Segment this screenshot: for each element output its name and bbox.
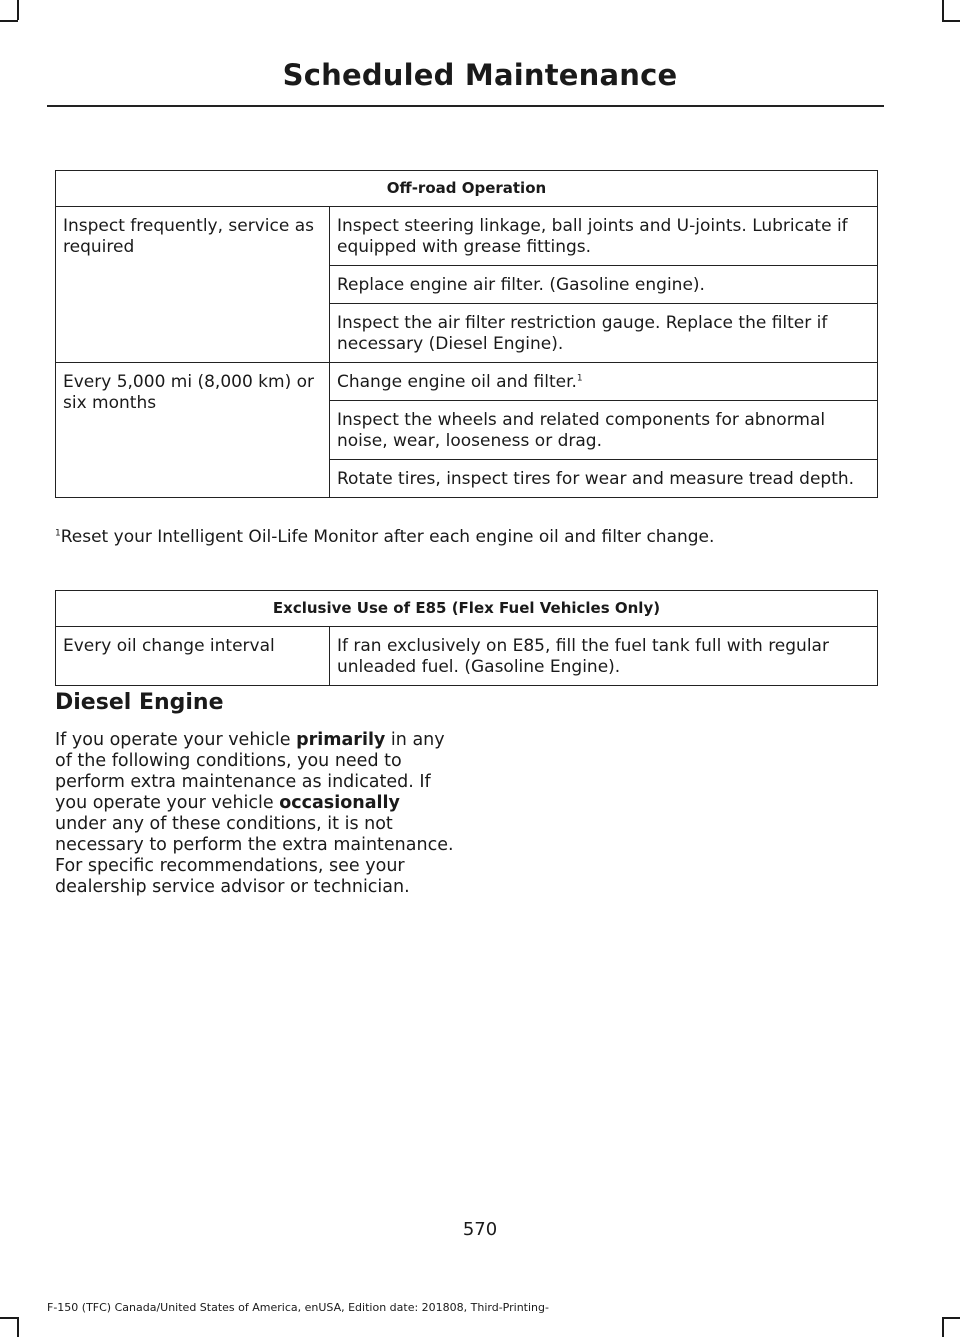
interval-cell: Inspect frequently, service as required xyxy=(56,207,330,363)
task-cell: Inspect the wheels and related components for abnormal noise, wear, looseness or drag. xyxy=(330,401,878,460)
header-divider xyxy=(47,105,884,107)
crop-mark-bottom-right-horizontal xyxy=(942,1317,960,1319)
e85-table xyxy=(55,590,878,686)
footnote-text: Reset your Intelligent Oil-Life Monitor after each engine oil and filter change. xyxy=(60,527,715,547)
crop-mark-top-right-horizontal xyxy=(942,20,960,22)
task-cell: Inspect the air filter restriction gauge. Replace the filter if necessary (Diesel Engine). xyxy=(330,304,878,363)
footnote-marker: 1 xyxy=(576,373,583,384)
emphasis-text: occasionally xyxy=(279,793,400,813)
page-number: 570 xyxy=(462,1219,498,1240)
interval-cell: Every oil change interval xyxy=(56,627,330,686)
table-footnote xyxy=(55,526,714,548)
table-header-row xyxy=(56,591,878,627)
interval-cell: Every 5,000 mi (8,000 km) or six months xyxy=(56,363,330,498)
task-cell: Rotate tires, inspect tires for wear and measure tread depth. xyxy=(330,460,878,498)
footnote-marker: 1 xyxy=(55,528,61,539)
table-row xyxy=(56,363,878,401)
emphasis-text: primarily xyxy=(296,730,386,750)
paragraph-text: If you operate your vehicle xyxy=(55,730,297,750)
task-cell xyxy=(330,363,878,401)
task-cell: Inspect steering linkage, ball joints and U-joints. Lubricate if equipped with grease fittings. xyxy=(330,207,878,266)
crop-mark-bottom-left-horizontal xyxy=(0,1317,18,1319)
table-row xyxy=(56,627,878,686)
e85-table-title: Exclusive Use of E85 (Flex Fuel Vehicles Only) xyxy=(56,591,878,627)
table-header-row xyxy=(56,171,878,207)
task-text: Change engine oil and filter. xyxy=(337,372,577,392)
footer-text: F-150 (TFC) Canada/United States of America, enUSA, Edition date: 201808, Third-Printing- xyxy=(47,1301,549,1314)
table-row xyxy=(56,207,878,266)
task-cell: Replace engine air filter. (Gasoline engine). xyxy=(330,266,878,304)
paragraph-text: under any of these conditions, it is not necessary to perform the extra maintenance. For specific recommendations, see your dealership service advisor or technician. xyxy=(55,814,454,897)
crop-mark-top-left-horizontal xyxy=(0,20,18,22)
crop-mark-top-right-vertical xyxy=(942,0,944,20)
paragraph-text: in any of the following conditions, you need to perform extra maintenance as indicated. If you operate your vehicle xyxy=(55,730,445,813)
crop-mark-bottom-right-vertical xyxy=(942,1317,944,1337)
crop-mark-top-left-vertical xyxy=(17,0,19,20)
section-heading: Diesel Engine xyxy=(55,690,224,715)
offroad-table-title: Off-road Operation xyxy=(56,171,878,207)
page-title: Scheduled Maintenance xyxy=(282,58,678,92)
offroad-operation-table xyxy=(55,170,878,498)
crop-mark-bottom-left-vertical xyxy=(17,1317,19,1337)
task-cell: If ran exclusively on E85, fill the fuel tank full with regular unleaded fuel. (Gasoline Engine). xyxy=(330,627,878,686)
body-paragraph xyxy=(55,730,455,898)
